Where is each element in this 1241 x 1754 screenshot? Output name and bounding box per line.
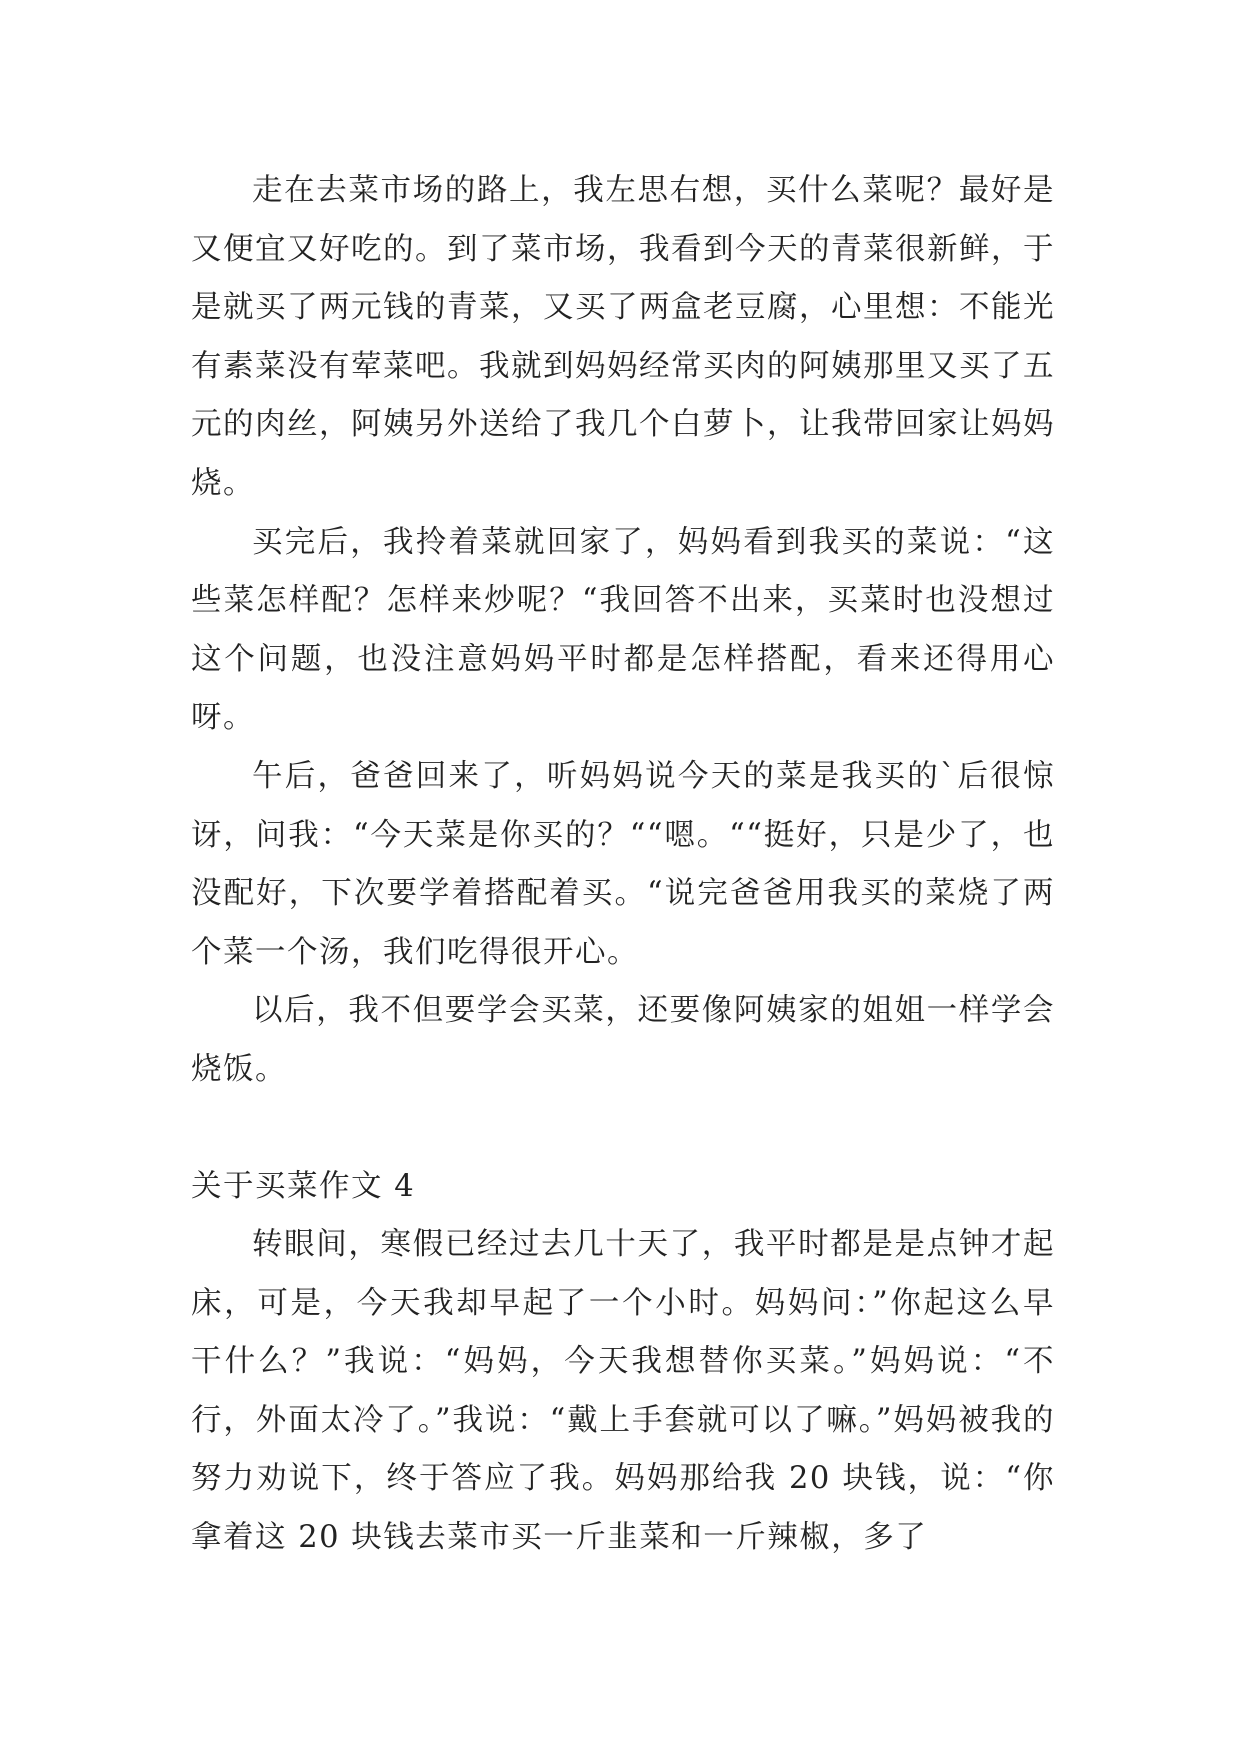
document-page [191,162,1055,1568]
paragraph: 转眼间，寒假已经过去几十天了，我平时都是是点钟才起床，可是，今天我却早起了一个小时。妈妈问：”你起这么早干什么？”我说：“妈妈，今天我想替你买菜。”妈妈说：“不行，外面太冷了。”我说：“戴上手套就可以了嘛。”妈妈被我的努力劝说下，终于答应了我。妈妈那给我 20 块钱，说：“你拿着这 20 块钱去菜市买一斤韭菜和一斤辣椒，多了 [191,1227,1055,1556]
paragraph: 买完后，我拎着菜就回家了，妈妈看到我买的菜说：“这些菜怎样配？怎样来炒呢？“我回答不出来，买菜时也没想过这个问题，也没注意妈妈平时都是怎样搭配，看来还得用心呀。 [191,524,1055,736]
section-title: 关于买菜作文 4 [191,1168,416,1204]
paragraph: 走在去菜市场的路上，我左思右想，买什么菜呢？最好是又便宜又好吃的。到了菜市场，我看到今天的青菜很新鲜，于是就买了两元钱的青菜，又买了两盒老豆腐，心里想：不能光有素菜没有荤菜吧。我就到妈妈经常买肉的阿姨那里又买了五元的肉丝，阿姨另外送给了我几个白萝卜，让我带回家让妈妈烧。 [191,173,1055,501]
paragraph: 以后，我不但要学会买菜，还要像阿姨家的姐姐一样学会烧饭。 [191,993,1055,1087]
paragraph: 午后，爸爸回来了，听妈妈说今天的菜是我买的`后很惊讶，问我：“今天菜是你买的？““嗯。““挺好，只是少了，也没配好，下次要学着搭配着买。“说完爸爸用我买的菜烧了两个菜一个汤，我们吃得很开心。 [191,758,1055,970]
